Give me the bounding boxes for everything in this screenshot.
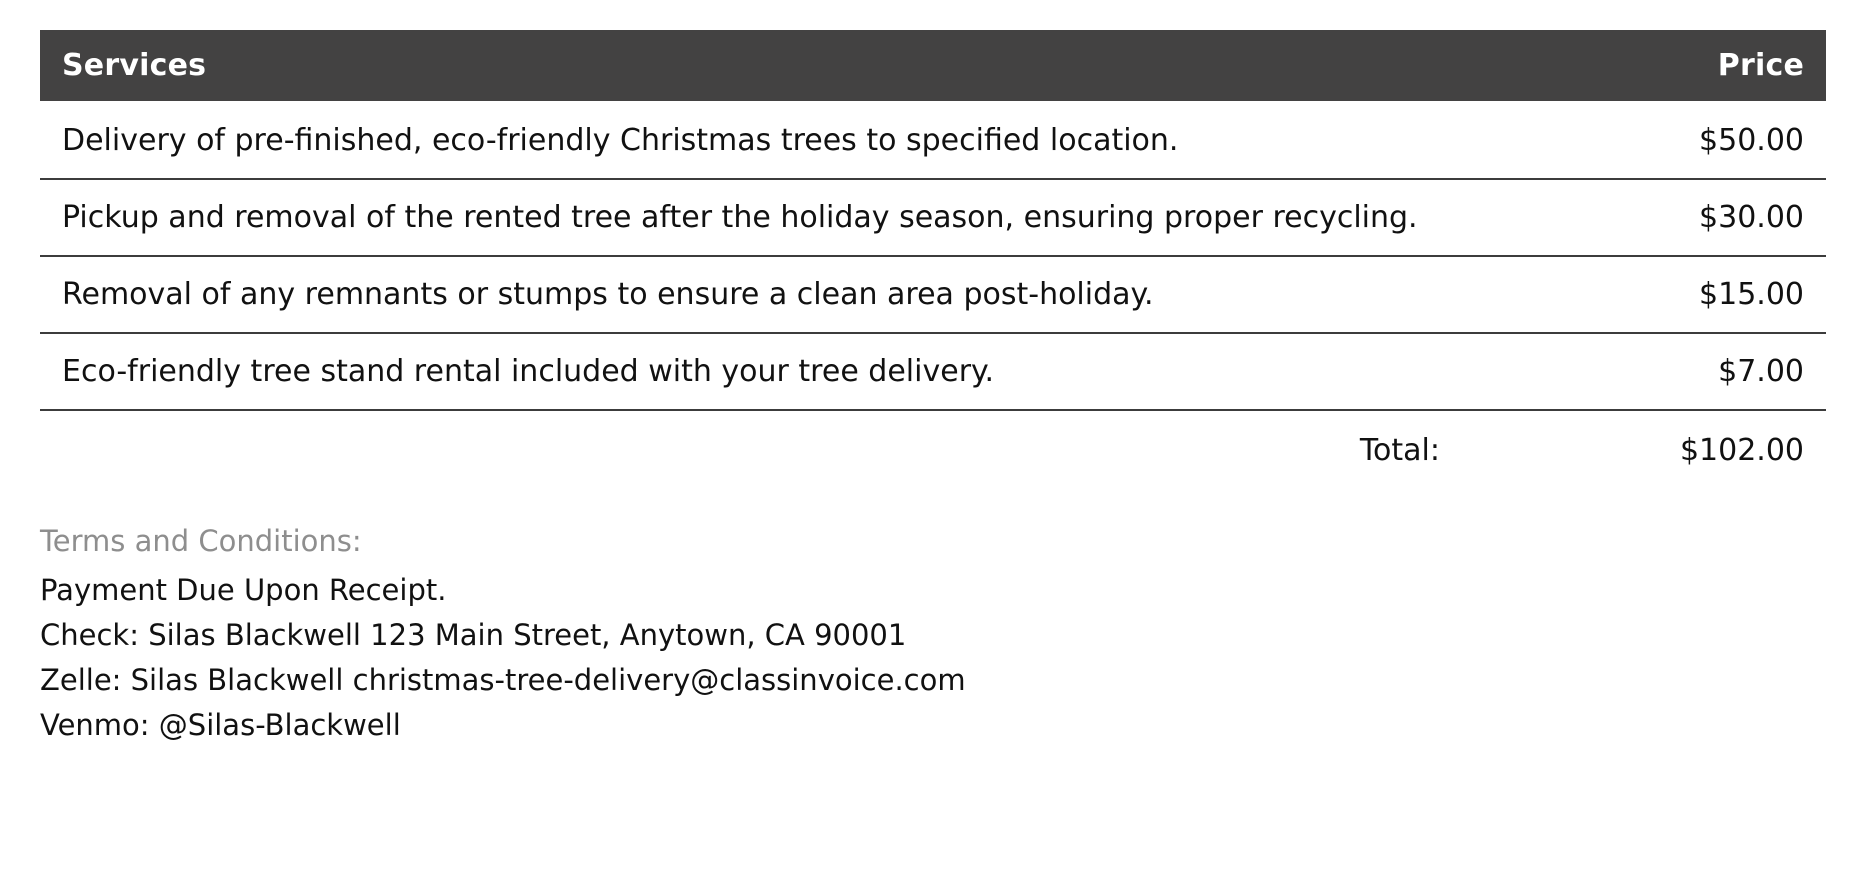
- service-price: $50.00: [1470, 101, 1826, 179]
- service-price: $30.00: [1470, 179, 1826, 256]
- total-row: [40, 410, 1826, 476]
- table-header-row: [40, 30, 1826, 101]
- terms-title: Terms and Conditions:: [40, 524, 362, 558]
- total-value: $102.00: [1679, 433, 1804, 468]
- service-description: Eco-friendly tree stand rental included with your tree delivery.: [40, 333, 1470, 410]
- total-label: Total:: [1359, 433, 1440, 468]
- service-price: $15.00: [1470, 256, 1826, 333]
- table-row: [40, 179, 1826, 256]
- column-header-services: Services: [40, 30, 1470, 101]
- service-price: $7.00: [1470, 333, 1826, 410]
- table-row: [40, 333, 1826, 410]
- column-header-price: Price: [1470, 30, 1826, 101]
- table-row: [40, 256, 1826, 333]
- terms-line-payment: Payment Due Upon Receipt.: [40, 573, 447, 607]
- table-header: [40, 30, 1826, 101]
- terms-line-check: Check: Silas Blackwell 123 Main Street, Anytown, CA 90001: [40, 617, 907, 652]
- service-description: Delivery of pre-finished, eco-friendly Christmas trees to specified location.: [40, 101, 1470, 179]
- service-description: Pickup and removal of the rented tree after the holiday season, ensuring proper recycling.: [40, 179, 1470, 256]
- terms-line-zelle: Zelle: Silas Blackwell christmas-tree-delivery@classinvoice.com: [40, 662, 966, 697]
- table-body: [40, 101, 1826, 476]
- terms-line-venmo: Venmo: @Silas-Blackwell: [40, 707, 401, 742]
- table-row: [40, 101, 1826, 179]
- terms-and-conditions-section: [40, 524, 1828, 748]
- services-price-table: [40, 30, 1826, 476]
- service-description: Removal of any remnants or stumps to ensure a clean area post-holiday.: [40, 256, 1470, 333]
